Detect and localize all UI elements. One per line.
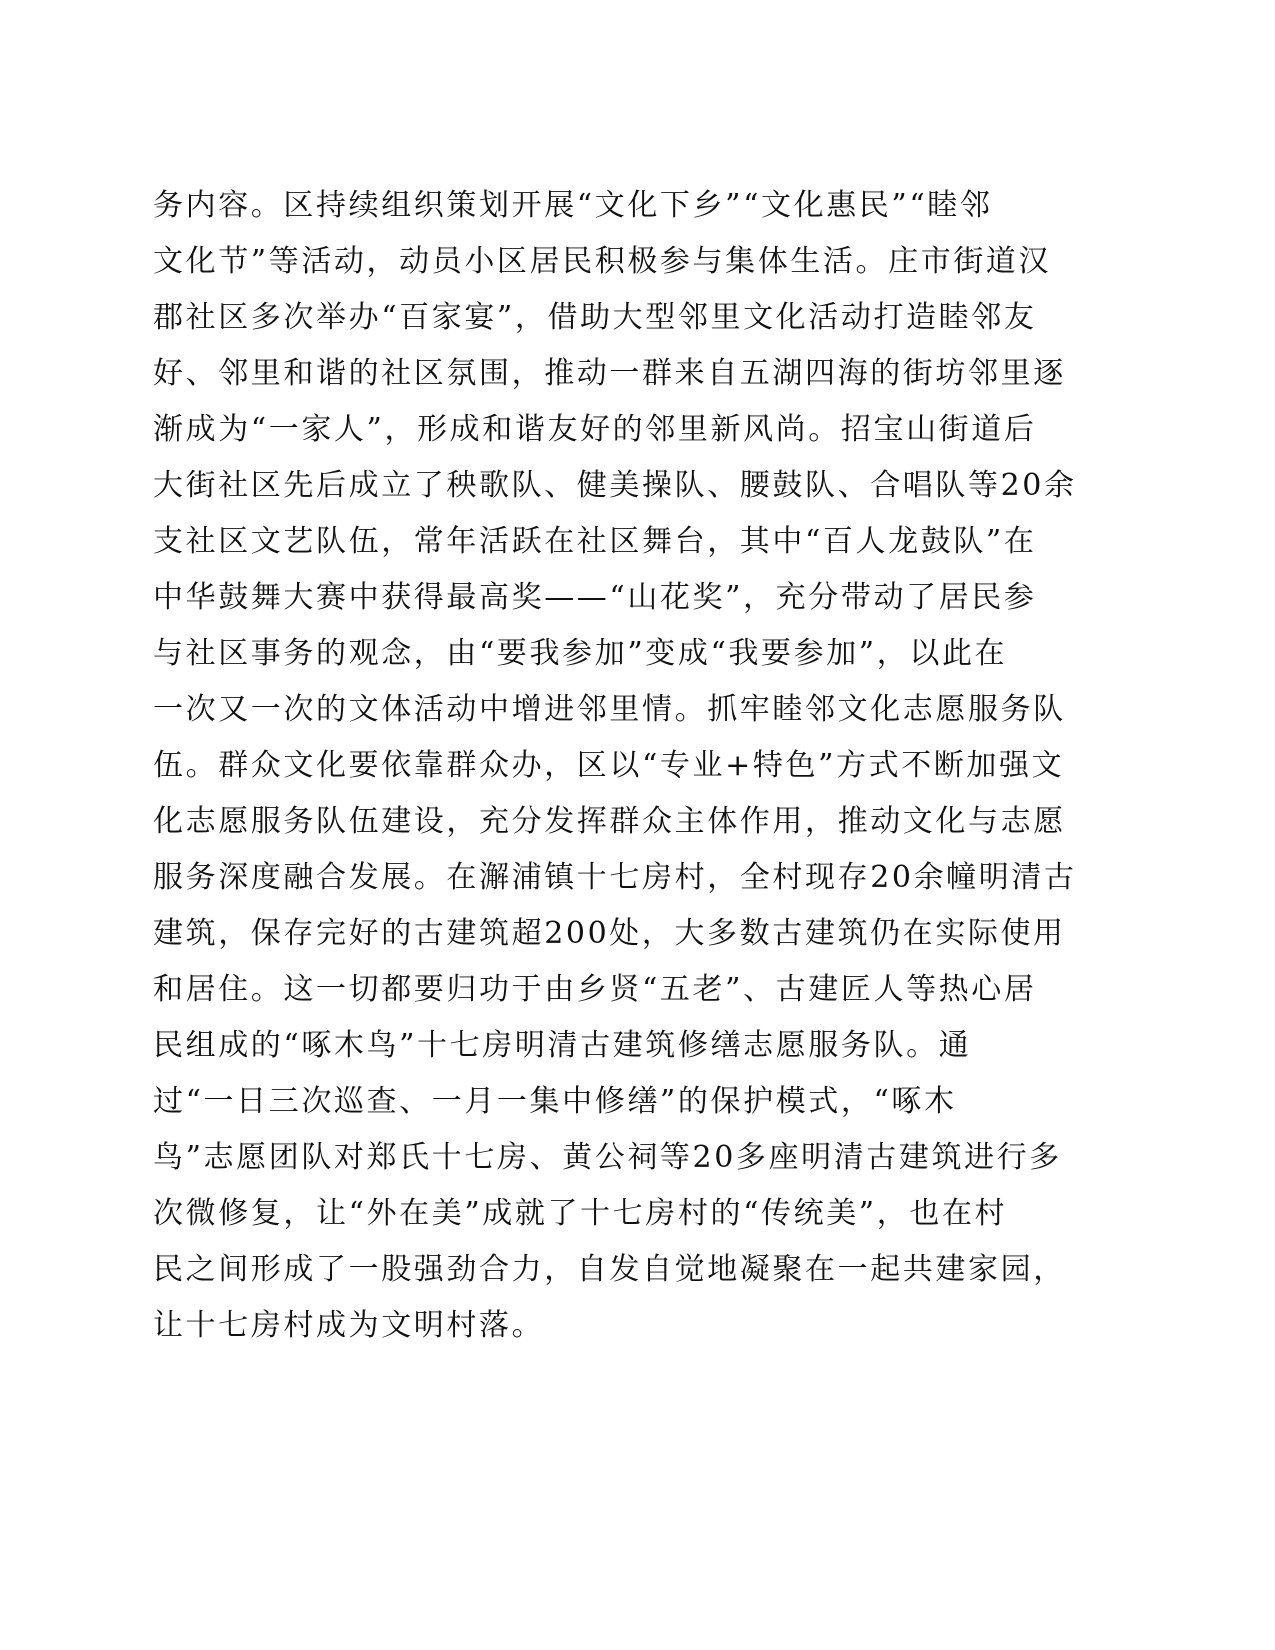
text-line: 鸟”志愿团队对郑氏十七房、黄公祠等20多座明清古建筑进行多	[153, 1140, 1062, 1175]
text-line: 渐成为“一家人”，形成和谐友好的邻里新风尚。招宝山街道后	[153, 412, 1037, 447]
text-line: 伍。群众文化要依靠群众办，区以“专业+特色”方式不断加强文	[153, 748, 1065, 783]
text-line: 务内容。区持续组织策划开展“文化下乡”“文化惠民”“睦邻	[153, 188, 993, 223]
text-line: 与社区事务的观念，由“要我参加”变成“我要参加”，以此在	[153, 636, 1008, 671]
text-line: 让十七房村成为文明村落。	[153, 1308, 545, 1343]
text-line: 过“一日三次巡查、一月一集中修缮”的保护模式，“啄木	[153, 1084, 957, 1119]
text-line: 支社区文艺队伍，常年活跃在社区舞台，其中“百人龙鼓队”在	[153, 524, 1037, 559]
text-line: 好、邻里和谐的社区氛围，推动一群来自五湖四海的街坊邻里逐	[153, 356, 1066, 391]
text-line: 中华鼓舞大赛中获得最高奖——“山花奖”，充分带动了居民参	[153, 580, 1037, 615]
text-line: 郡社区多次举办“百家宴”，借助大型邻里文化活动打造睦邻友	[153, 300, 1037, 335]
text-line: 大街社区先后成立了秧歌队、健美操队、腰鼓队、合唱队等20余	[153, 468, 1077, 503]
text-line: 次微修复，让“外在美”成就了十七房村的“传统美”，也在村	[153, 1196, 1008, 1231]
text-line: 建筑，保存完好的古建筑超200处，大多数古建筑仍在实际使用	[153, 916, 1066, 951]
text-line: 和居住。这一切都要归功于由乡贤“五老”、古建匠人等热心居	[153, 972, 1037, 1007]
text-line: 服务深度融合发展。在澥浦镇十七房村，全村现存20余幢明清古	[153, 860, 1077, 895]
text-line: 民之间形成了一股强劲合力，自发自觉地凝聚在一起共建家园，	[153, 1252, 1066, 1287]
text-line: 化志愿服务队伍建设，充分发挥群众主体作用，推动文化与志愿	[153, 804, 1066, 839]
text-line: 文化节”等活动，动员小区居民积极参与集体生活。庄市街道汉	[153, 244, 1052, 279]
text-line: 民组成的“啄木鸟”十七房明清古建筑修缮志愿服务队。通	[153, 1028, 972, 1063]
text-line: 一次又一次的文体活动中增进邻里情。抓牢睦邻文化志愿服务队	[153, 692, 1066, 727]
body-paragraph	[153, 178, 1093, 1354]
